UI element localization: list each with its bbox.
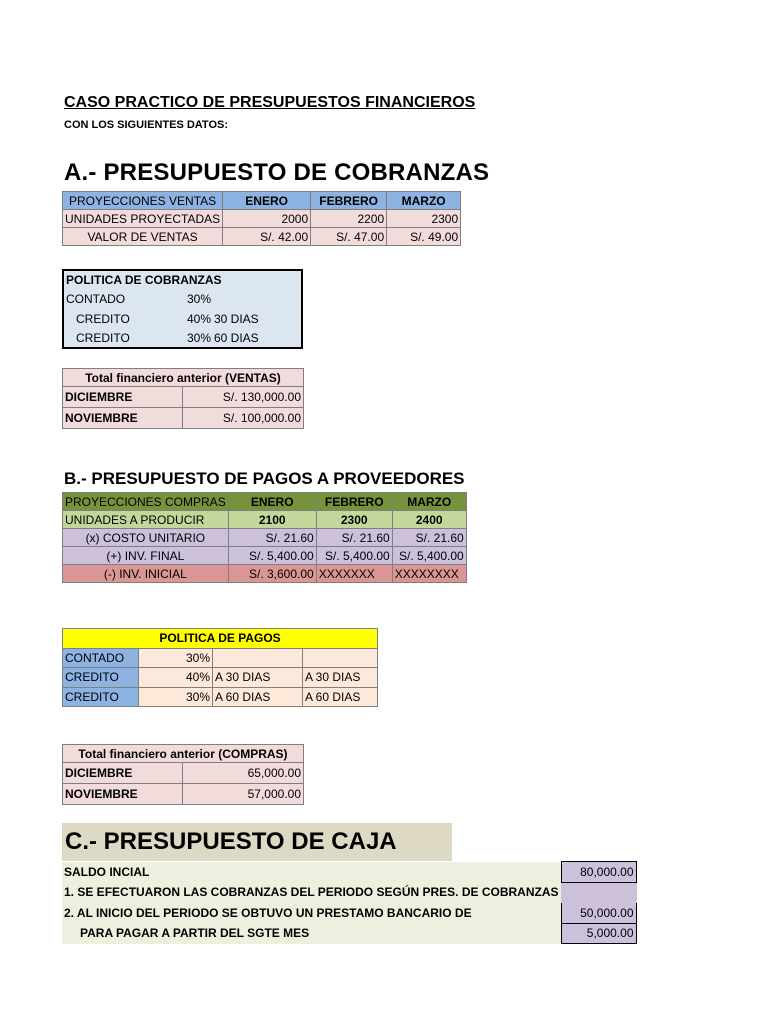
table-row (63, 408, 304, 429)
collection-policy-box (62, 269, 303, 349)
policy-title: POLITICA DE COBRANZAS (66, 273, 222, 288)
table-row (63, 210, 461, 228)
header-cell: MARZO (392, 493, 466, 511)
policy-type: CONTADO (66, 292, 126, 307)
table-cell: S/. 42.00 (223, 228, 311, 246)
policy-row (63, 309, 302, 329)
policy-term: 60 DIAS (214, 330, 259, 345)
table-cell: S/. 5,400.00 (316, 547, 392, 565)
policy-term (303, 648, 378, 668)
policy-row (63, 648, 378, 668)
policy-term (211, 290, 302, 310)
month-label: DICIEMBRE (63, 763, 183, 784)
table-cell: S/. 47.00 (311, 228, 387, 246)
amount-cell: 50,000.00 (561, 903, 636, 924)
policy-percent: 40% (186, 311, 211, 326)
header-cell: PROYECCIONES VENTAS (63, 192, 223, 210)
table-cell: XXXXXXX (316, 565, 392, 583)
table-row (62, 903, 636, 924)
amount-cell: 65,000.00 (183, 763, 304, 784)
table-row (63, 763, 304, 784)
payment-policy-table (62, 628, 378, 707)
table-cell: 2200 (311, 210, 387, 228)
policy-title: POLITICA DE PAGOS (63, 629, 378, 649)
table-cell: S/. 21.60 (392, 529, 466, 547)
policy-percent: 30% (186, 292, 211, 307)
table-cell: S/. 5,400.00 (228, 547, 316, 565)
table-row (63, 387, 304, 408)
policy-term: 30 DIAS (214, 311, 259, 326)
amount-cell: 5,000.00 (561, 923, 636, 944)
previous-title: Total financiero anterior (COMPRAS) (63, 745, 304, 763)
amount-cell: 57,000.00 (183, 784, 304, 805)
policy-percent: 30% (139, 648, 213, 668)
table-cell: S/. 49.00 (387, 228, 461, 246)
table-cell: 2300 (316, 511, 392, 529)
previous-title: Total financiero anterior (VENTAS) (63, 369, 304, 387)
table-row (63, 565, 467, 583)
month-label: NOVIEMBRE (63, 784, 183, 805)
table-header-row (63, 192, 461, 210)
table-row (63, 529, 467, 547)
table-row (63, 511, 467, 529)
cash-budget-table (62, 861, 637, 944)
row-label: VALOR DE VENTAS (63, 228, 223, 246)
policy-row (63, 668, 378, 688)
sales-projection-table (62, 191, 461, 246)
policy-row (63, 290, 302, 310)
policy-term: A 60 DIAS (303, 687, 378, 707)
table-row (62, 862, 636, 883)
row-label: (-) INV. INICIAL (63, 565, 229, 583)
policy-type: CONTADO (63, 648, 139, 668)
row-label: 2. AL INICIO DEL PERIODO SE OBTUVO UN PRESTAMO BANCARIO DE (62, 903, 561, 924)
policy-type: CREDITO (76, 311, 130, 326)
table-row (63, 228, 461, 246)
row-label: (x) COSTO UNITARIO (63, 529, 229, 547)
table-cell: 2300 (387, 210, 461, 228)
table-row (62, 923, 636, 944)
amount-cell: 80,000.00 (561, 862, 636, 883)
table-cell: S/. 5,400.00 (392, 547, 466, 565)
document-title: CASO PRACTICO DE PRESUPUESTOS FINANCIEROS (64, 94, 476, 111)
table-cell: S/. 3,600.00 (228, 565, 316, 583)
table-cell: XXXXXXXX (392, 565, 466, 583)
previous-sales-table (62, 368, 304, 429)
policy-percent: 30% (186, 330, 211, 345)
header-cell: MARZO (387, 192, 461, 210)
table-cell: 2100 (228, 511, 316, 529)
header-cell: ENERO (223, 192, 311, 210)
row-label: SALDO INCIAL (62, 862, 561, 883)
row-label: UNIDADES A PRODUCIR (63, 511, 229, 529)
section-c-title: C.- PRESUPUESTO DE CAJA (62, 823, 452, 861)
table-header-row (63, 493, 467, 511)
row-label: 1. SE EFECTUARON LAS COBRANZAS DEL PERIODO SEGÚN PRES. DE COBRANZAS (62, 882, 561, 903)
table-row (63, 784, 304, 805)
header-cell: FEBRERO (311, 192, 387, 210)
header-cell: ENERO (228, 493, 316, 511)
month-label: DICIEMBRE (63, 387, 183, 408)
previous-purchases-table (62, 744, 304, 805)
section-a-title: A.- PRESUPUESTO DE COBRANZAS (64, 159, 490, 186)
policy-percent: 40% (139, 668, 213, 688)
table-cell: 2400 (392, 511, 466, 529)
header-cell: PROYECCIONES COMPRAS (63, 493, 229, 511)
policy-percent: 30% (139, 687, 213, 707)
row-label: UNIDADES PROYECTADAS (63, 210, 223, 228)
policy-type: CREDITO (63, 668, 139, 688)
policy-term: A 30 DIAS (213, 668, 303, 688)
amount-cell (561, 882, 636, 903)
policy-type: CREDITO (63, 687, 139, 707)
policy-term: A 60 DIAS (213, 687, 303, 707)
document-subtitle: CON LOS SIGUIENTES DATOS: (64, 119, 228, 131)
table-cell: 2000 (223, 210, 311, 228)
purchases-projection-table (62, 492, 467, 583)
row-label: (+) INV. FINAL (63, 547, 229, 565)
header-cell: FEBRERO (316, 493, 392, 511)
row-label: PARA PAGAR A PARTIR DEL SGTE MES (62, 923, 561, 944)
policy-type: CREDITO (76, 330, 130, 345)
section-b-title: B.- PRESUPUESTO DE PAGOS A PROVEEDORES (64, 469, 465, 488)
month-label: NOVIEMBRE (63, 408, 183, 429)
policy-row (63, 329, 302, 349)
table-row (63, 547, 467, 565)
amount-cell: S/. 100,000.00 (183, 408, 304, 429)
amount-cell: S/. 130,000.00 (183, 387, 304, 408)
table-row (62, 882, 636, 903)
policy-term: A 30 DIAS (303, 668, 378, 688)
table-cell: S/. 21.60 (316, 529, 392, 547)
table-cell: S/. 21.60 (228, 529, 316, 547)
policy-row (63, 687, 378, 707)
policy-term (213, 648, 303, 668)
